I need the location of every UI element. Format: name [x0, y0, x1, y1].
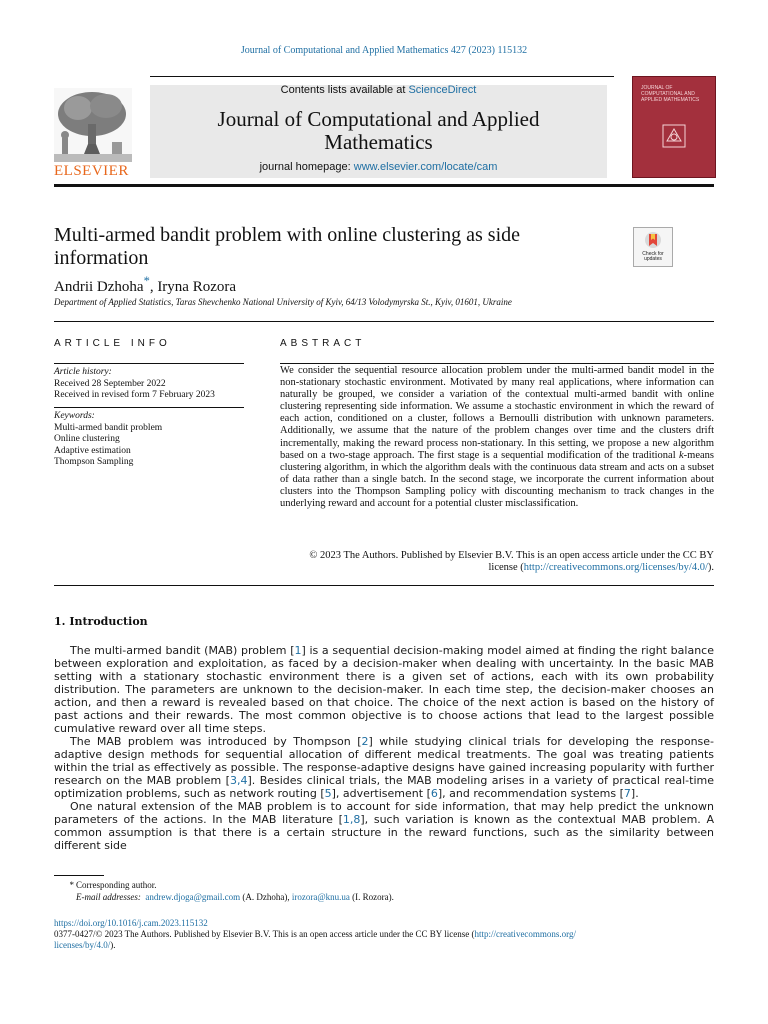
citation-link[interactable]: 3,4 [229, 774, 248, 787]
affiliation: Department of Applied Statistics, Taras Shevchenko National University of Kyiv, 64/13 Volodymyrska St., Kyiv, 01601, Ukraine [54, 297, 512, 307]
license-link[interactable]: http://creativecommons.org/licenses/by/4.0/ [523, 562, 708, 574]
keywords-rule [54, 407, 244, 408]
doi-link[interactable]: https://doi.org/10.1016/j.cam.2023.115132 [54, 918, 208, 928]
text-run: The multi-armed bandit (MAB) problem [ [70, 644, 295, 657]
issn-line [54, 929, 714, 940]
text-run: One natural extension of the MAB problem is to account for side information, that may help predict the unknown parameters of the actions. In the MAB literature [ [54, 800, 714, 826]
email-label: E-mail addresses: [76, 892, 141, 902]
email-name-2: (I. Rozora). [352, 892, 394, 902]
keywords-label: Keywords: [54, 411, 95, 421]
abstract-heading: ABSTRACT [280, 338, 366, 349]
issn-text: 0377-0427/© 2023 The Authors. Published by Elsevier B.V. This is an open access article under the CC BY license ( [54, 929, 475, 939]
text-run: The MAB problem was introduced by Thompson [ [70, 735, 362, 748]
citation-link[interactable]: 6 [430, 787, 438, 800]
masthead-rule [54, 184, 714, 187]
doi-block [54, 918, 714, 951]
elsevier-tree-icon [54, 88, 132, 162]
paper-title [54, 224, 614, 270]
license-prefix: license ( [488, 562, 524, 574]
email-note [54, 891, 394, 903]
history-label: Article history: [54, 367, 112, 377]
citation-link[interactable]: 7 [623, 787, 631, 800]
homepage-prefix: journal homepage: [259, 161, 354, 173]
author-separator: , [149, 279, 158, 295]
elsevier-logo[interactable] [54, 88, 132, 162]
citation-link[interactable]: 5 [324, 787, 332, 800]
license-block [280, 550, 714, 574]
section-heading-introduction: 1. Introduction [54, 615, 148, 628]
badge-line1: Check for [642, 251, 664, 257]
journal-title-line1: Journal of Computational and Applied [217, 107, 540, 131]
cover-title: JOURNAL OF COMPUTATIONAL AND APPLIED MATHEMATICS [641, 85, 700, 103]
abstract-text-a: We consider the sequential resource allocation problem under the multi-armed bandit model in the non-stationary stochastic environment. Motivated by many real applications, where information can naturally be grouped, we consider a variation of the contextual multi-armed bandit with online clustering representing side information. We assume a stochastic environment in which the reward of each action, conditioned on a cluster, follows a Bernoulli distribution with unknown parameters. Additionally, we assume that the nature of the problem changes over time and the clusters drift incrementally, making the reward process non-stationary. In this setting, we propose a new algorithm based on a two-stage approach. The first stage is a sequential modification of the traditional [280, 365, 714, 461]
text-run: ], such variation is known as the contextual MAB problem. A common assumption is that there is a certain structure in the reward functions, such as the similarity between different side [54, 813, 714, 852]
authors [54, 274, 236, 296]
footnote-rule [54, 875, 104, 876]
text-run: ]. [630, 787, 639, 800]
homepage-line [150, 161, 607, 173]
text-run: ], and recommendation systems [ [437, 787, 624, 800]
journal-citation[interactable]: Journal of Computational and Applied Mathematics 427 (2023) 115132 [240, 45, 528, 56]
keywords-block [54, 411, 254, 469]
article-info-rule [54, 363, 244, 364]
contents-line [150, 84, 607, 96]
email-link-1[interactable]: andrew.djoga@gmail.com [145, 892, 241, 902]
keyword-item: Thompson Sampling [54, 457, 134, 467]
issn-license-link-1[interactable]: http://creativecommons.org/ [474, 929, 577, 939]
text-run: ] is a sequential decision-making model aimed at finding the right balance between exploration and exploitation, as faced by a decision-maker when dealing with uncertainty. In the basic MAB setting with a stationary stochastic environment there is a given set of actions, each with its own probability distribution. The parameters are unknown to the decision-maker. In each time step, the decision-maker chooses an action, and then a reward is revealed based on that choice. The choice of the next action is based on the history of past actions and their rewards. The most common objective is to choose actions that lead to the largest possible cumulative reward over all time steps. [54, 644, 714, 735]
email-link-2[interactable]: irozora@knu.ua [291, 892, 350, 902]
abstract-text [280, 365, 714, 510]
footnote [54, 879, 394, 903]
bookmark-ribbon-icon [644, 231, 662, 251]
intro-paragraph-3 [54, 800, 714, 852]
homepage-link[interactable]: www.elsevier.com/locate/cam [353, 161, 498, 173]
issn-suffix: ). [110, 940, 116, 950]
footnote-mark: * [69, 880, 74, 890]
issn-license-link-2[interactable]: licenses/by/4.0/ [54, 940, 111, 950]
keyword-item: Adaptive estimation [54, 445, 131, 456]
journal-cover[interactable] [632, 76, 716, 178]
citation-link[interactable]: 2 [361, 735, 369, 748]
copyright-line: © 2023 The Authors. Published by Elsevier B.V. This is an open access article under the CC BY [309, 550, 714, 561]
badge-text [634, 252, 672, 262]
corresponding-text: Corresponding author. [76, 880, 157, 890]
author-1[interactable]: Andrii Dzhoha [54, 279, 144, 295]
corresponding-note [54, 879, 394, 891]
intro-body [54, 644, 714, 852]
keyword-item: Online clustering [54, 434, 120, 444]
revised-date: Received in revised form 7 February 2023 [54, 390, 215, 400]
citation-link[interactable]: 1,8 [342, 813, 361, 826]
abstract-text-b: -means clustering algorithm, in which the algorithm deals with the continuous data stream and acts on a subset of data rather than a single batch. In the second stage, we incorporate the current information about clusters into the Thompson Sampling policy with discounting mechanism to track changes in the underlying reward and account for a potential cluster misclassification. [280, 449, 714, 510]
intro-paragraph-2 [54, 735, 714, 800]
email-name-1: (A. Dzhoha), [242, 892, 290, 902]
check-for-updates-badge[interactable] [633, 227, 673, 267]
corresponding-mark[interactable]: * [143, 274, 150, 288]
text-run: ] while studying clinical trials for developing the response-adaptive design methods for sequential allocation of different medical treatments. The goal was treating patients within the trial as effectively as possible. The response-adaptive designs have gained increasing popularity with further research on the MAB problem [ [54, 735, 715, 787]
received-date: Received 28 September 2022 [54, 378, 166, 389]
citation-link[interactable]: 1 [294, 644, 302, 657]
cover-emblem-icon [659, 121, 689, 151]
info-top-rule [54, 321, 714, 322]
journal-title [150, 108, 607, 154]
top-rule [150, 76, 614, 77]
sciencedirect-link[interactable]: ScienceDirect [408, 84, 477, 96]
journal-title-line2: Mathematics [324, 130, 433, 154]
abstract-rule [280, 363, 714, 364]
license-line [280, 562, 714, 574]
intro-paragraph-1 [54, 644, 714, 735]
abstract-bottom-rule [54, 585, 714, 586]
paper-title-line1: Multi-armed bandit problem with online clustering as side [54, 224, 521, 246]
paper-title-line2: information [54, 247, 149, 269]
article-history [54, 367, 254, 402]
keyword-item: Multi-armed bandit problem [54, 422, 163, 433]
abstract-k: k [679, 449, 684, 461]
contents-prefix: Contents lists available at [280, 84, 409, 96]
elsevier-wordmark: ELSEVIER [54, 163, 129, 179]
article-info-heading: ARTICLE INFO [54, 338, 171, 349]
license-suffix: ). [707, 562, 714, 574]
issn-line-2 [54, 940, 714, 951]
text-run: ]. Besides clinical trials, the MAB modeling arises in a variety of practical real-time optimization problems, such as network routing [ [54, 774, 714, 800]
author-2[interactable]: Iryna Rozora [157, 279, 237, 295]
text-run: ], advertisement [ [331, 787, 431, 800]
badge-line2: updates [644, 256, 662, 262]
